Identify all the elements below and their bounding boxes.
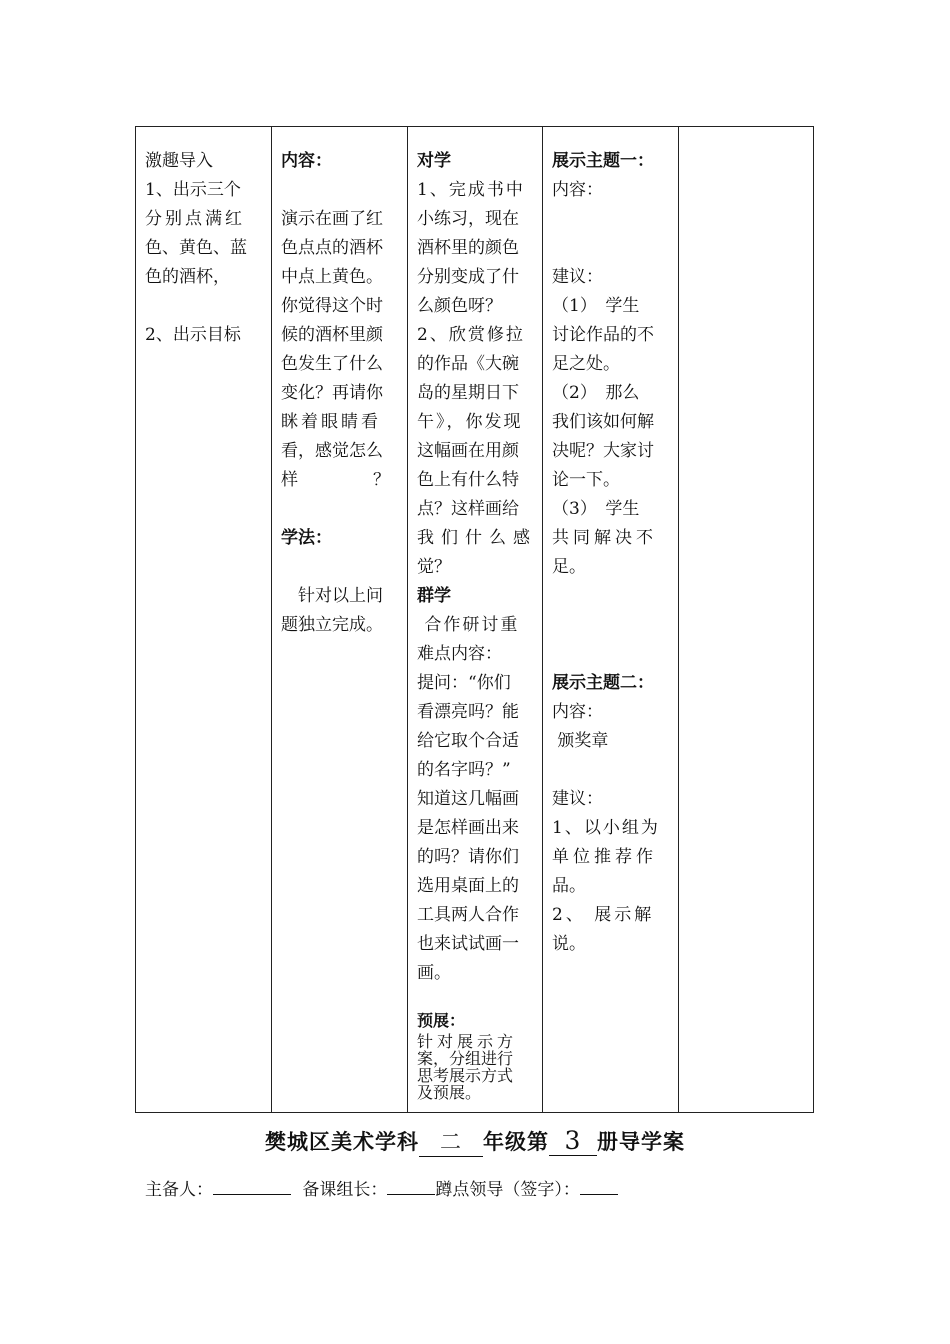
content-line: 你觉得这个时 (281, 296, 383, 316)
preview-heading: 预展： (417, 1011, 466, 1030)
suggestion-line: 说。 (552, 934, 586, 954)
pair-study-heading: 对学 (417, 151, 451, 171)
column-divider (678, 127, 679, 1112)
suggestion-line: 我们该如何解 (552, 412, 654, 432)
title-middle: 年级第 (483, 1129, 549, 1154)
pair-study-line: 分别变成了什 (417, 267, 519, 287)
content-line: 样 ？ (281, 470, 396, 490)
suggestion-line: 单位推荐作 (552, 847, 657, 867)
column-divider (407, 127, 408, 1112)
preview-line: 针对展示方 (417, 1032, 518, 1051)
column-divider (542, 127, 543, 1112)
group-study-line: 合作研讨重 (417, 615, 520, 635)
volume-value: 3 (549, 1126, 597, 1156)
showcase-theme-one-heading: 展示主题一： (552, 151, 654, 171)
grade-value: 二 (419, 1126, 483, 1157)
suggestion-line: 共同解决不 (552, 528, 657, 548)
content-line: 演示在画了红 (281, 209, 383, 229)
group-study-line: 是怎样画出来 (417, 818, 519, 838)
pair-study-line: 岛的星期日下 (417, 383, 519, 403)
preview-line: 思考展示方式 (417, 1066, 514, 1085)
group-study-line: 看漂亮吗？能 (417, 702, 519, 722)
suggestion-line: 论一下。 (552, 470, 620, 490)
group-study-heading: 群学 (417, 586, 451, 606)
group-study-line: 的名字吗？” (417, 760, 511, 780)
group-study-line: 画。 (417, 963, 451, 983)
pair-study-line: 点？这样画给 (417, 499, 519, 519)
group-study-line: 也来试试画一 (417, 934, 519, 954)
intro-line: 1、出示三个 (145, 180, 241, 200)
pair-study-line: 色上有什么特 (417, 470, 519, 490)
signature-line (145, 1175, 618, 1200)
intro-line: 分别点满红 (145, 209, 245, 229)
pair-study-line: 酒杯里的颜色 (417, 238, 519, 258)
group-leader-blank (387, 1176, 435, 1195)
showcase-content-label: 内容： (552, 702, 603, 722)
pair-study-line: 么颜色呀？ (417, 296, 502, 316)
group-study-line: 提问：“你们 (417, 673, 511, 693)
title-suffix: 册导学案 (597, 1129, 685, 1154)
suggestion-line: 品。 (552, 876, 586, 896)
method-line: 针对以上问 (281, 586, 383, 606)
leader-blank (580, 1176, 618, 1195)
document-title (0, 1126, 950, 1157)
group-study-line: 的吗？请你们 (417, 847, 519, 867)
showcase-content-label: 内容： (552, 180, 603, 200)
pair-study-line: 午》，你发现 (417, 412, 523, 432)
intro-line: 色的酒杯， (145, 267, 230, 287)
suggestion-line: 讨论作品的不 (552, 325, 654, 345)
suggestion-label: 建议： (552, 267, 603, 287)
preview-line: 及预展。 (417, 1083, 482, 1102)
title-prefix: 樊城区美术学科 (265, 1129, 419, 1154)
content-line: 色发生了什么 (281, 354, 383, 374)
content-line: 候的酒杯里颜 (281, 325, 383, 345)
preparer-label: 主备人： (145, 1180, 213, 1200)
intro-line: 色、黄色、蓝 (145, 238, 247, 258)
suggestion-line: （2） 那么 (552, 383, 640, 403)
column-divider (271, 127, 272, 1112)
content-line: 眯着眼睛看 (281, 412, 381, 432)
pair-study-line: 的作品《大碗 (417, 354, 519, 374)
intro-line: 激趣导入 (145, 151, 213, 171)
suggestion-line: 2、 展示解 (552, 905, 655, 925)
pair-study-line: 1、完成书中 (417, 180, 525, 200)
pair-study-line: 我们什么感 (417, 528, 537, 548)
pair-study-line: 小练习，现在 (417, 209, 519, 229)
intro-line: 2、出示目标 (145, 325, 241, 345)
intro-line (145, 292, 265, 321)
column-learning (417, 147, 537, 1101)
preview-line: 案，分组进行 (417, 1049, 514, 1068)
group-study-line: 难点内容： (417, 644, 502, 664)
pair-study-line: 2、欣赏修拉 (417, 325, 525, 345)
suggestion-line: 足。 (552, 557, 586, 577)
content-line: 变化？再请你 (281, 383, 383, 403)
suggestion-label: 建议： (552, 789, 603, 809)
suggestion-line: 1、以小组为 (552, 818, 660, 838)
column-intro (145, 147, 265, 350)
content-line: 看，感觉怎么 (281, 441, 383, 461)
showcase-theme-two-heading: 展示主题二： (552, 673, 654, 693)
suggestion-line: （1） 学生 (552, 296, 640, 316)
group-study-line: 工具两人合作 (417, 905, 519, 925)
suggestion-line: 足之处。 (552, 354, 620, 374)
group-study-line: 选用桌面上的 (417, 876, 519, 896)
column-showcase (552, 147, 674, 959)
content-line: 色点点的酒杯 (281, 238, 383, 258)
group-leader-label: 备课组长： (302, 1180, 388, 1200)
lesson-table (135, 126, 814, 1113)
content-line: 中点上黄色。 (281, 267, 383, 287)
preparer-blank (213, 1176, 291, 1195)
suggestion-line: （3） 学生 (552, 499, 640, 519)
content-heading: 内容： (281, 151, 332, 171)
suggestion-line: 决呢？大家讨 (552, 441, 654, 461)
group-study-line: 给它取个合适 (417, 731, 519, 751)
leader-label: 蹲点领导（签字）： (435, 1180, 580, 1200)
group-study-line: 知道这几幅画 (417, 789, 519, 809)
method-line: 题独立完成。 (281, 615, 383, 635)
pair-study-line: 觉？ (417, 557, 451, 577)
pair-study-line: 这幅画在用颜 (417, 441, 519, 461)
showcase-content-value: 颁奖章 (552, 731, 609, 751)
column-content (281, 147, 401, 640)
method-heading: 学法： (281, 528, 332, 548)
